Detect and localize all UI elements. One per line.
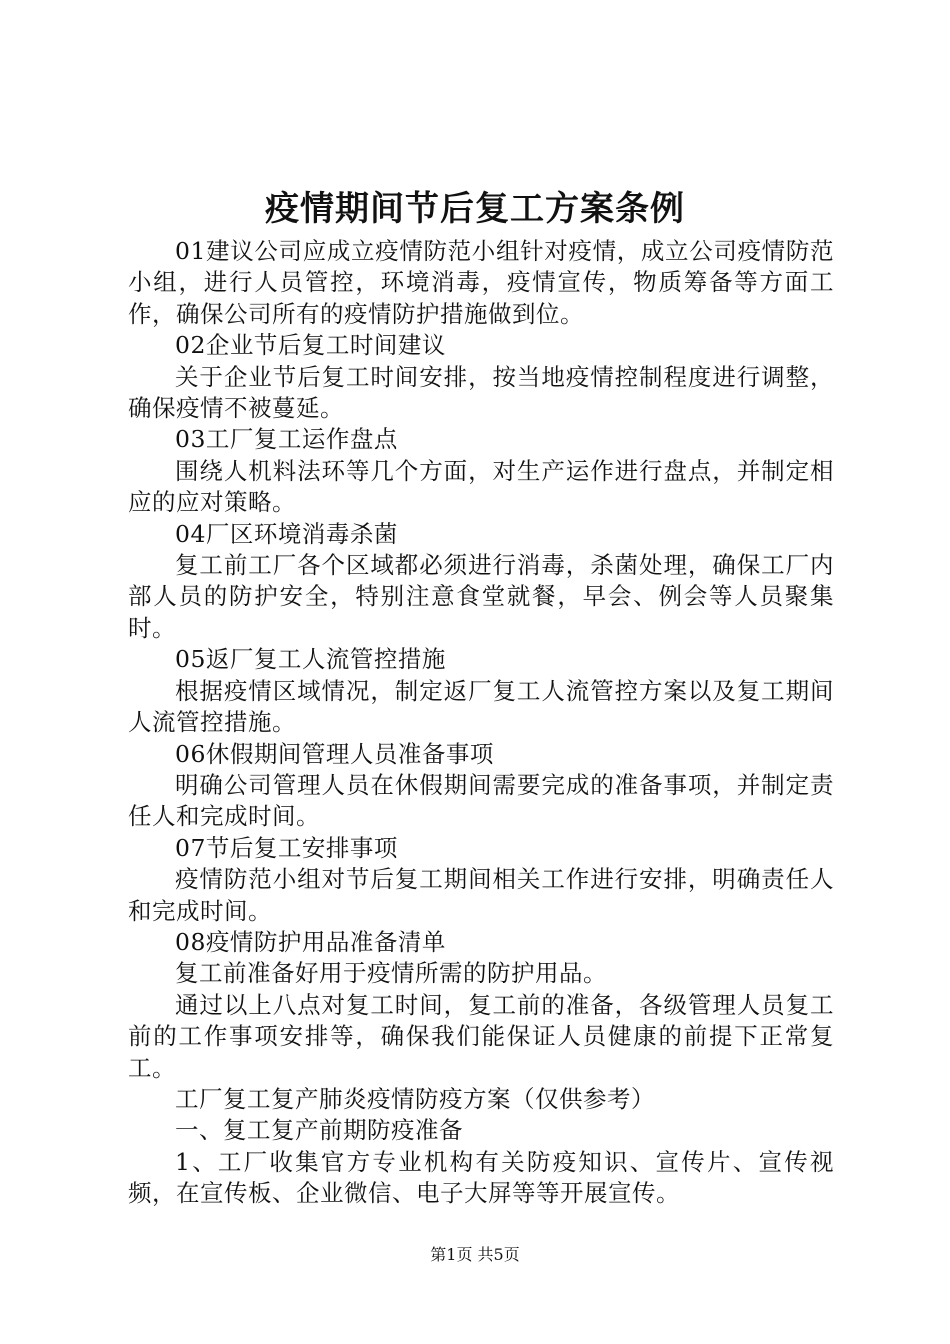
section-heading: 07节后复工安排事项 (175, 833, 398, 862)
paragraph: 明确公司管理人员在休假期间需要完成的准备事项，并制定责任人和完成时间。 (128, 770, 834, 831)
section-heading: 工厂复工复产肺炎疫情防疫方案（仅供参考） (175, 1084, 655, 1113)
paragraph: 复工前工厂各个区域都必须进行消毒，杀菌处理，确保工厂内部人员的防护安全，特别注意食堂就餐，早会、例会等人员聚集时。 (128, 551, 834, 642)
section-heading: 03工厂复工运作盘点 (175, 425, 398, 454)
page-number-footer: 第1页 共5页 (430, 1245, 520, 1264)
section-heading: 08疫情防护用品准备清单 (175, 927, 446, 956)
section-heading: 02企业节后复工时间建议 (175, 331, 446, 360)
paragraph: 关于企业节后复工时间安排，按当地疫情控制程度进行调整，确保疫情不被蔓延。 (128, 362, 834, 423)
paragraph: 01建议公司应成立疫情防范小组针对疫情，成立公司疫情防范小组，进行人员管控，环境消毒，疫情宣传，物质筹备等方面工作，确保公司所有的疫情防护措施做到位。 (128, 237, 834, 328)
section-heading: 05返厂复工人流管控措施 (175, 645, 446, 674)
section-heading: 一、复工复产前期防疫准备 (175, 1116, 463, 1145)
section-heading: 06休假期间管理人员准备事项 (175, 739, 494, 768)
document-title: 疫情期间节后复工方案条例 (265, 189, 685, 229)
paragraph: 通过以上八点对复工时间，复工前的准备，各级管理人员复工前的工作事项安排等，确保我们能保证人员健康的前提下正常复工。 (128, 990, 834, 1082)
paragraph: 围绕人机料法环等几个方面，对生产运作进行盘点，并制定相应的应对策略。 (128, 456, 834, 517)
paragraph: 复工前准备好用于疫情所需的防护用品。 (175, 959, 607, 988)
paragraph: 疫情防范小组对节后复工期间相关工作进行安排，明确责任人和完成时间。 (128, 865, 834, 925)
paragraph: 1、工厂收集官方专业机构有关防疫知识、宣传片、宣传视频，在宣传板、企业微信、电子大屏等等开展宣传。 (128, 1147, 834, 1208)
document-body (128, 236, 834, 1210)
paragraph: 根据疫情区域情况，制定返厂复工人流管控方案以及复工期间人流管控措施。 (128, 676, 834, 737)
section-heading: 04厂区环境消毒杀菌 (175, 519, 398, 548)
